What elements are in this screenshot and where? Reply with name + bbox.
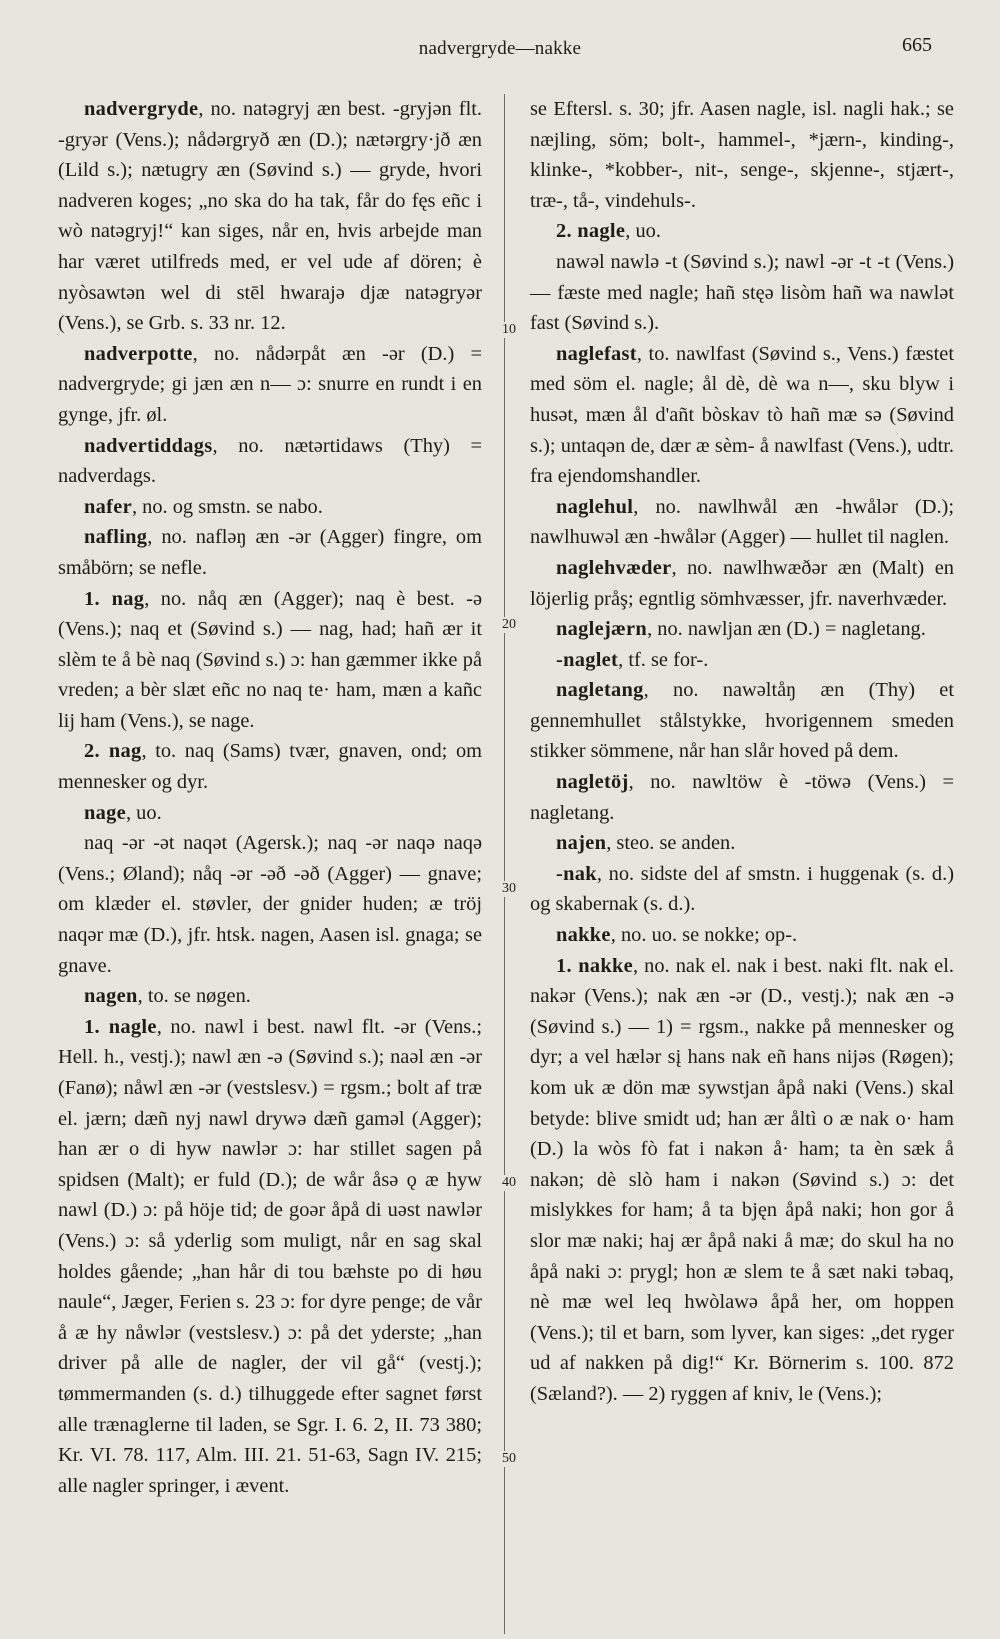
line-number-20: 20 — [498, 617, 520, 633]
headword: nadvergryde — [84, 98, 199, 120]
headword: nafling — [84, 526, 148, 549]
entry-nag-1: 1. nag, no. nåq æn (Agger); naq è best. -ə (Vens.); naq et (Søvind s.) — nag, had; hañ ær it slèm te å bè naq (Søvind s.) ɔ: han gæmmer ikke på vreden; a bèr slæt eñc no naq te· ham, mæn a kañc lij ham (Vens.), se nage. — [58, 587, 483, 732]
headword: nagen — [84, 985, 138, 1008]
headword: nagletang — [556, 679, 644, 702]
entry-nage-forms: naq -ər -ət naqət (Agersk.); naq -ər naqə naqə (Vens.; Øland); nåq -ər -əð -əð (Agger) — gnave; om klæder el. støvler, der gnider huden; æ tröj naqər mæ (D.), jfr. htsk. nagen, Aasen isl. gnaga; se gnave. — [58, 832, 482, 977]
headword: nafer — [84, 495, 132, 518]
line-number-40: 40 — [498, 1175, 520, 1191]
headword: 1. nagle — [84, 1015, 157, 1038]
right-column — [530, 94, 954, 1410]
headword: nadverpotte — [84, 342, 193, 365]
headword: 1. nakke — [556, 954, 634, 977]
left-column — [58, 94, 482, 1501]
headword: najen — [556, 832, 607, 855]
headword: naglefast — [556, 342, 637, 365]
entry-naglehvaeder: naglehvæder, no. nawlhwæðər æn (Malt) en löjerlig pråş; egntlig sömhvæsser, jfr. naverhvæder. — [530, 556, 954, 610]
entry-naglehul: naglehul, no. nawlhwål æn -hwålər (D.); nawlhuwəl æn -hwålər (Agger) — hullet til naglen. — [530, 495, 954, 549]
headword: 2. nagle — [556, 220, 626, 243]
headword: -nak — [556, 862, 597, 885]
entry-naglefast: naglefast, to. nawlfast (Søvind s., Vens.) fæstet med söm el. nagle; ål dè, dè wa n—, sku blyw i husət, mæn ål d'añt bòskav tò hañ mæ sə (Søvind s.); untaqən de, dær æ sèm- å nawlfast (Vens.), udtr. fra ejendomshandler. — [530, 342, 954, 488]
entry-nafling: nafling, no. nafləŋ æn -ər (Agger) fingre, om småbörn; se nefle. — [58, 526, 482, 579]
entry-nage: nage, uo. — [84, 801, 162, 824]
headword: naglehvæder — [556, 556, 672, 579]
entry-nadvertiddags: nadvertiddags, no. nætərtidaws (Thy) = nadverdags. — [58, 434, 482, 488]
entry-nagletang: nagletang, no. nawəltåŋ æn (Thy) et gennemhullet stålstykke, hvorigennem smeden stikker sömmene, når han slår hoved på dem. — [530, 679, 954, 763]
entry-nadvergryde: nadvergryde, no. natəgryj æn best. -gryjən flt. -gryər (Vens.); nådərgryð æn (D.); nætərgry·jð æn (Lild s.); nætugry æn (Søvind s.) — gryde, hvori nadveren koges; „no ska do ha tak, får do fęs eñc i wò natəgryj!“ kan siges, når en, hvis arbejde man har været utilfreds med, er vel ude af dören; è nyòsawtən wel di stēl hwarajə djæ natəgryər (Vens.), se Grb. s. 33 nr. 12. — [58, 98, 482, 335]
entry-nagle-1-continued: se Eftersl. s. 30; jfr. Aasen nagle, isl. nagli hak.; se næjling, söm; bolt-, hammel-, *jærn-, kinding-, klinke-, *kobber-, nit-, senge-, skjenne-, stjært-, træ-, tå-, vindehuls-. — [530, 98, 954, 212]
line-number-50: 50 — [498, 1451, 520, 1467]
headword: nagletöj — [556, 771, 629, 794]
entry-nagle-2: 2. nagle, uo. — [556, 220, 661, 243]
entry-nadverpotte: nadverpotte, no. nådərpåt æn -ər (D.) = nadvergryde; gi jæn æn n— ɔ: snurre en rundt i en gynge, jfr. øl. — [58, 342, 482, 426]
entry-nagletoj: nagletöj, no. nawltöw è -töwə (Vens.) = nagletang. — [530, 771, 954, 824]
entry-nagen: nagen, to. se nøgen. — [84, 985, 251, 1008]
headword: nage — [84, 801, 126, 824]
headword: nadvertiddags — [84, 434, 213, 457]
page-number: 665 — [902, 34, 932, 56]
entry-nag-2: 2. nag, to. naq (Sams) tvær, gnaven, ond; om mennesker og dyr. — [58, 740, 482, 794]
entry-nafer: nafer, no. og smstn. se nabo. — [84, 495, 323, 518]
entry-nakke: nakke, no. uo. se nokke; op-. — [556, 924, 798, 947]
entry-najen: najen, steo. se anden. — [556, 832, 736, 855]
headword: naglehul — [556, 495, 634, 518]
entry-nagle-2-forms: nawəl nawlə -t (Søvind s.); nawl -ər -t -t (Vens.) — fæste med nagle; hañ stęə lisòm hañ wa nawlət fast (Søvind s.). — [530, 250, 954, 335]
line-number-10: 10 — [498, 322, 520, 338]
entry-naglejaern: naglejærn, no. nawljan æn (D.) = nagletang. — [556, 618, 926, 641]
entry-nagle-1: 1. nagle, no. nawl i best. nawl flt. -ər (Vens.; Hell. h., vestj.); nawl æn -ə (Søvind s.); naəl æn -ər (Fanø); nåwl æn -ər (vestslesv.) = rgsm.; bolt af træ el. jærn; dæñ nyj nawl drywə dæñ gaməl (Agger); han ær o di hyw nawlər ɔ: har stillet sagen på spidsen (Malt); er fuld (D.); de wår åsə ǫ æ hyw nawl (D.) ɔ: på höje tid; de goər åpå di uəst nawlər (Vens.) ɔ: så yderlig som muligt, når en sag skal holdes gående; „han hår di tou bæhste po di høu naule“, Jæger, Ferien s. 23 ɔ: for dyre penge; de vår å æ hy nåwlər (vestslesv.) ɔ: på det yderste; „han driver på alle de nagler, der vil gå“ (vestj.); tømmermanden (s. d.) tilhuggede efter sagnet først alle trænaglerne til laden, se Sgr. I. 6. 2, II. 73 380; Kr. VI. 78. 117, Alm. III. 21. 51-63, Sagn IV. 215; alle nagler springer, i ævent. — [58, 1015, 482, 1497]
running-head: nadvergryde—nakke — [418, 38, 582, 59]
line-number-30: 30 — [498, 881, 520, 897]
entry-nak: -nak, no. sidste del af smstn. i huggenak (s. d.) og skabernak (s. d.). — [530, 862, 954, 916]
headword: 1. nag — [84, 587, 145, 610]
entry-nakke-1: 1. nakke, no. nak el. nak i best. naki flt. nak el. nakər (Vens.); nak æn -ər (D., vestj.); nak æn -ə (Søvind s.) — 1) = rgsm., nakke på mennesker og dyr; a vel hælər sį hans nak eñ hans nijəs (Røgen); kom uk æ dön mæ sywstjan åpå naki (Vens.) skal betyde: blive smidt ud; han ær åltì o æ nak o· ham (D.) la wòs fò fat i nakən å· ham; ta èn sæk å nakən; dè slò ham i nakən (Søvind s.) ɔ: det mislykkes for ham; å ta bjęn åpå naki; hon gor å slor mæ naki; haj ær åpå naki å mæ; do skul ha no åpå naki ɔ: prygl; hon æ slem te å sæt naki təbaq, nè mæ wel leq hwòlawə åpå her, om hoppen (Vens.); til et barn, som lyver, kan siges: „det ryger ud af nakken på dig!“ Kr. Börnerim s. 100. 872 (Sæland?). — 2) ryggen af kniv, le (Vens.); — [530, 954, 954, 1405]
entry-naglet: -naglet, tf. se for-. — [556, 648, 709, 671]
headword: naglejærn — [556, 618, 648, 641]
headword: -naglet — [556, 648, 619, 671]
headword: nakke — [556, 924, 611, 947]
headword: 2. nag — [84, 740, 142, 763]
